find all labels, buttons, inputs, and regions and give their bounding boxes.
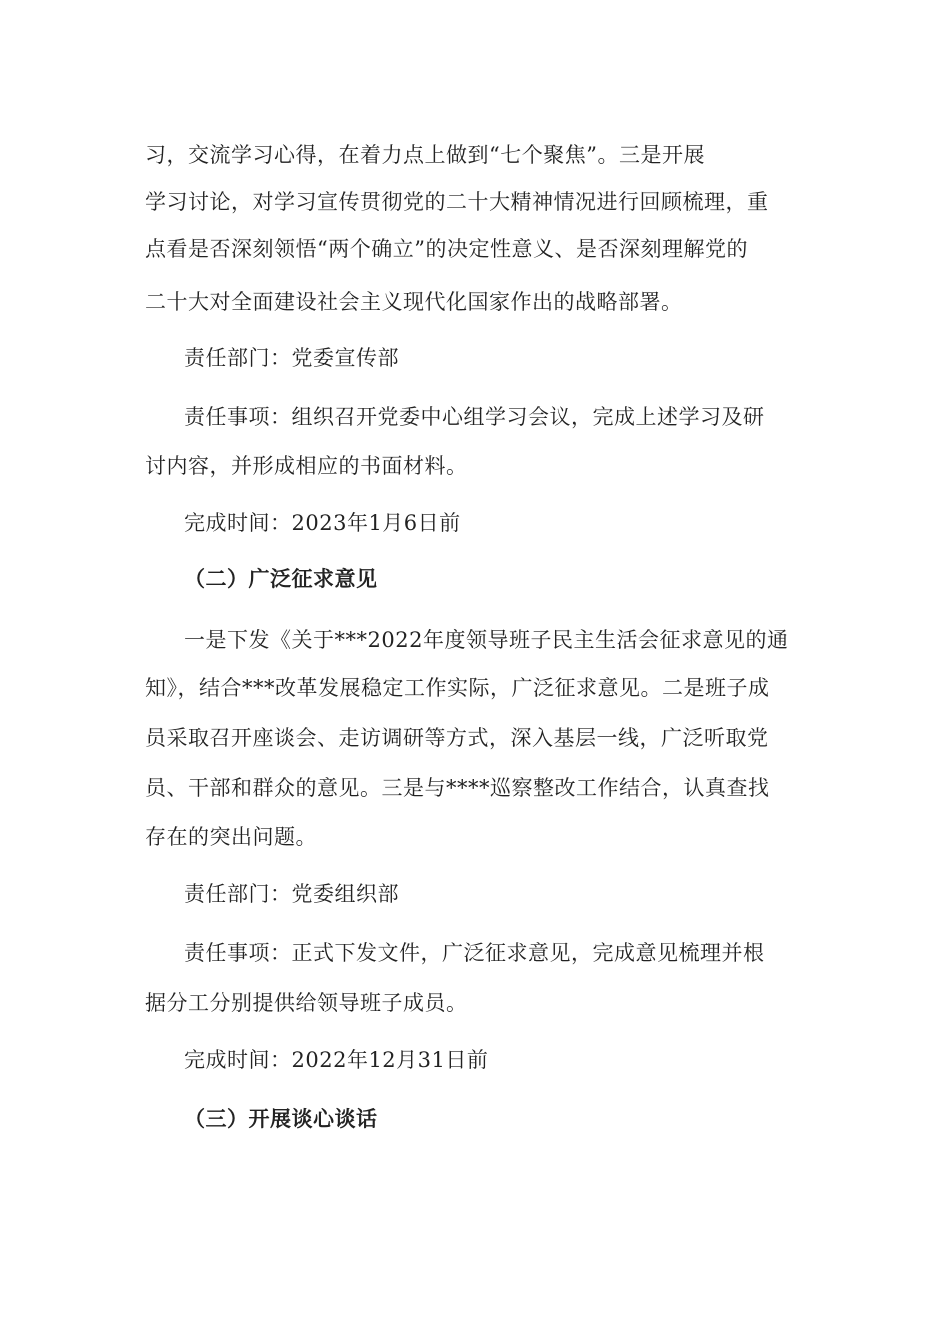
responsible-item-continued: 讨内容，并形成相应的书面材料。 (145, 454, 468, 478)
responsible-item-continued: 据分工分别提供给领导班子成员。 (145, 991, 468, 1015)
body-paragraph-line: 一是下发《关于***2022年度领导班子民主生活会征求意见的通 (184, 628, 789, 652)
body-paragraph-line: 点看是否深刻领悟“两个确立”的决定性意义、是否深刻理解党的 (145, 237, 748, 261)
body-paragraph-line: 学习讨论，对学习宣传贯彻党的二十大精神情况进行回顾梳理，重 (145, 190, 769, 214)
section-heading: （三）开展谈心谈话 (184, 1107, 378, 1131)
body-paragraph-line: 习，交流学习心得，在着力点上做到“七个聚焦”。三是开展 (145, 143, 705, 167)
responsible-department: 责任部门：党委组织部 (184, 882, 399, 906)
body-paragraph-line: 员、干部和群众的意见。三是与****巡察整改工作结合，认真查找 (145, 776, 770, 800)
body-paragraph-line: 存在的突出问题。 (145, 825, 317, 849)
responsible-item: 责任事项：组织召开党委中心组学习会议，完成上述学习及研 (184, 405, 765, 429)
body-paragraph-line: 员采取召开座谈会、走访调研等方式，深入基层一线，广泛听取党 (145, 726, 769, 750)
body-paragraph-line: 知》，结合***改革发展稳定工作实际，广泛征求意见。二是班子成 (145, 676, 770, 700)
responsible-department: 责任部门：党委宣传部 (184, 346, 399, 370)
section-heading: （二）广泛征求意见 (184, 567, 378, 591)
body-paragraph-line: 二十大对全面建设社会主义现代化国家作出的战略部署。 (145, 290, 683, 314)
responsible-item: 责任事项：正式下发文件，广泛征求意见，完成意见梳理并根 (184, 941, 765, 965)
completion-time: 完成时间：2022年12月31日前 (184, 1048, 489, 1072)
completion-time: 完成时间：2023年1月6日前 (184, 511, 461, 535)
